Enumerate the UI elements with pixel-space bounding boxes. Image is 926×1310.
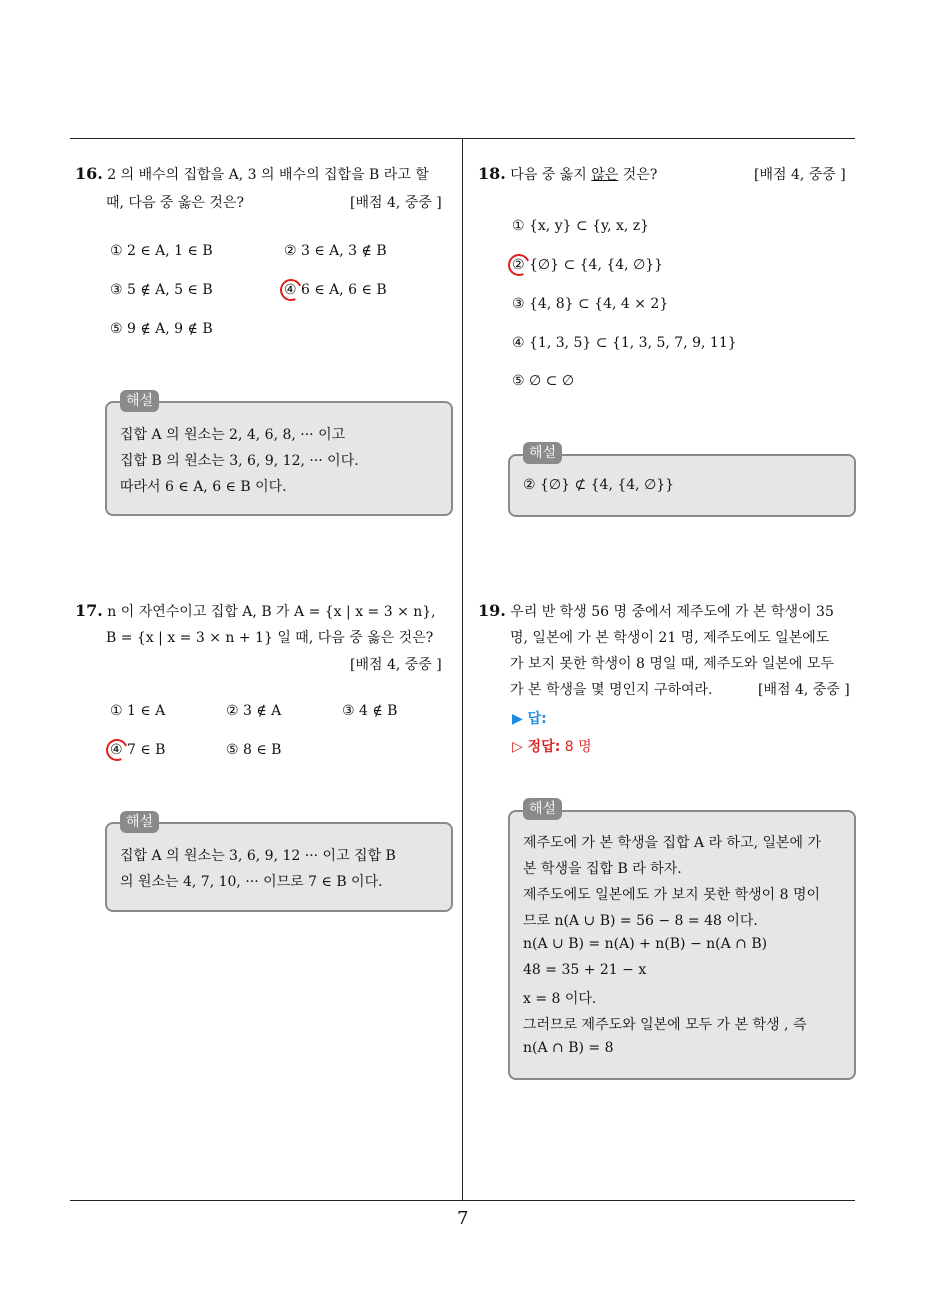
q18-stem-underline: 않은	[591, 167, 619, 183]
q18-choice-2[interactable]: ② {∅} ⊂ {4, {4, ∅}}	[512, 257, 664, 273]
q19-correct-value: 8 명	[564, 739, 592, 755]
q19-sol-3: 제주도에도 일본에도 가 보지 못한 학생이 8 명이	[523, 887, 821, 903]
q16-sol-1: 집합 A 의 원소는 2, 4, 6, 8, ··· 이고	[120, 427, 346, 443]
q17-choice-1[interactable]: ① 1 ∈ A	[110, 703, 166, 719]
q19-score: [배점 4, 중중 ]	[758, 682, 850, 698]
bottom-rule	[70, 1200, 855, 1201]
q16-stem-2: 때, 다음 중 옳은 것은?	[106, 195, 244, 211]
q17-choice-5[interactable]: ⑤ 8 ∈ B	[226, 742, 282, 758]
q17-solution-box	[105, 822, 453, 912]
q16-choice-1[interactable]: ① 2 ∈ A, 1 ∈ B	[110, 243, 213, 259]
q16-answer-mark	[277, 276, 305, 304]
q17-stem-2: B = {x | x = 3 × n + 1} 일 때, 다음 중 옳은 것은?	[106, 630, 434, 646]
q16-choice-5[interactable]: ⑤ 9 ∉ A, 9 ∉ B	[110, 321, 213, 337]
q19-sol-2: 본 학생을 집합 B 라 하자.	[523, 861, 682, 877]
column-divider	[462, 139, 463, 1201]
q19-stem-3: 가 보지 못한 학생이 8 명일 때, 제주도와 일본에 모두	[510, 656, 834, 672]
q16-choice-3[interactable]: ③ 5 ∉ A, 5 ∈ B	[110, 282, 213, 298]
q19-stem-4: 가 본 학생을 몇 명인지 구하여라.	[510, 682, 713, 698]
q19-solution-tag: 해설	[523, 798, 562, 820]
q19-sol-5: n(A ∪ B) = n(A) + n(B) − n(A ∩ B)	[523, 936, 768, 952]
q17-solution-tag: 해설	[120, 811, 159, 833]
q19-answer-label: ▶ 답:	[512, 711, 547, 727]
q16-sol-3: 따라서 6 ∈ A, 6 ∈ B 이다.	[120, 479, 287, 495]
q17-stem-1: n 이 자연수이고 집합 A, B 가 A = {x | x = 3 × n},	[107, 604, 436, 620]
q19-sol-1: 제주도에 가 본 학생을 집합 A 라 하고, 일본에 가	[523, 835, 822, 851]
q18-choice-1[interactable]: ① {x, y} ⊂ {y, x, z}	[512, 218, 650, 234]
q19-text-line1	[478, 601, 834, 621]
q18-score: [배점 4, 중중 ]	[754, 167, 846, 183]
q18-answer-mark	[505, 251, 533, 279]
q18-text-line1	[478, 164, 657, 184]
q17-sol-2: 의 원소는 4, 7, 10, ··· 이므로 7 ∈ B 이다.	[120, 874, 383, 890]
q19-sol-4: 므로 n(A ∪ B) = 56 − 8 = 48 이다.	[523, 913, 758, 929]
q16-sol-2: 집합 B 의 원소는 3, 6, 9, 12, ··· 이다.	[120, 453, 359, 469]
q16-score: [배점 4, 중중 ]	[350, 195, 442, 211]
q16-choice-2[interactable]: ② 3 ∈ A, 3 ∉ B	[284, 243, 387, 259]
q16-choice-4[interactable]: ④ 6 ∈ A, 6 ∈ B	[284, 282, 387, 298]
q18-sol-1: ② {∅} ⊄ {4, {4, ∅}}	[523, 477, 675, 493]
q16-solution-tag: 해설	[120, 390, 159, 412]
q19-correct-row	[512, 736, 592, 756]
q19-sol-7: x = 8 이다.	[523, 991, 597, 1007]
q18-choice-4[interactable]: ④ {1, 3, 5} ⊂ {1, 3, 5, 7, 9, 11}	[512, 335, 737, 351]
q19-number: 19.	[478, 601, 506, 620]
q17-choice-3[interactable]: ③ 4 ∉ B	[342, 703, 398, 719]
q18-stem-1: 다음 중 옳지	[510, 167, 592, 183]
page-number: 7	[457, 1208, 469, 1229]
q17-text-line1	[75, 601, 436, 621]
q19-stem-2: 명, 일본에 가 본 학생이 21 명, 제주도에도 일본에도	[510, 630, 830, 646]
q17-answer-mark	[103, 736, 131, 764]
q16-text-line1	[75, 164, 429, 184]
q18-solution-tag: 해설	[523, 442, 562, 464]
q19-sol-6: 48 = 35 + 21 − x	[523, 962, 647, 978]
q17-sol-1: 집합 A 의 원소는 3, 6, 9, 12 ··· 이고 집합 B	[120, 848, 396, 864]
q17-number: 17.	[75, 601, 103, 620]
q19-correct-label: ▷ 정답:	[512, 739, 561, 755]
q18-stem-2: 것은?	[618, 167, 658, 183]
q17-choice-2[interactable]: ② 3 ∉ A	[226, 703, 282, 719]
q17-score: [배점 4, 중중 ]	[350, 657, 442, 673]
q18-choice-5[interactable]: ⑤ ∅ ⊂ ∅	[512, 373, 575, 389]
q16-number: 16.	[75, 164, 103, 183]
q16-stem-1: 2 의 배수의 집합을 A, 3 의 배수의 집합을 B 라고 할	[107, 167, 429, 183]
q18-choice-3[interactable]: ③ {4, 8} ⊂ {4, 4 × 2}	[512, 296, 669, 312]
q19-stem-1: 우리 반 학생 56 명 중에서 제주도에 가 본 학생이 35	[510, 604, 834, 620]
q17-choice-4[interactable]: ④ 7 ∈ B	[110, 742, 166, 758]
q19-sol-8: 그러므로 제주도와 일본에 모두 가 본 학생 , 즉	[523, 1017, 807, 1033]
q18-number: 18.	[478, 164, 506, 183]
q19-sol-9: n(A ∩ B) = 8	[523, 1040, 614, 1056]
